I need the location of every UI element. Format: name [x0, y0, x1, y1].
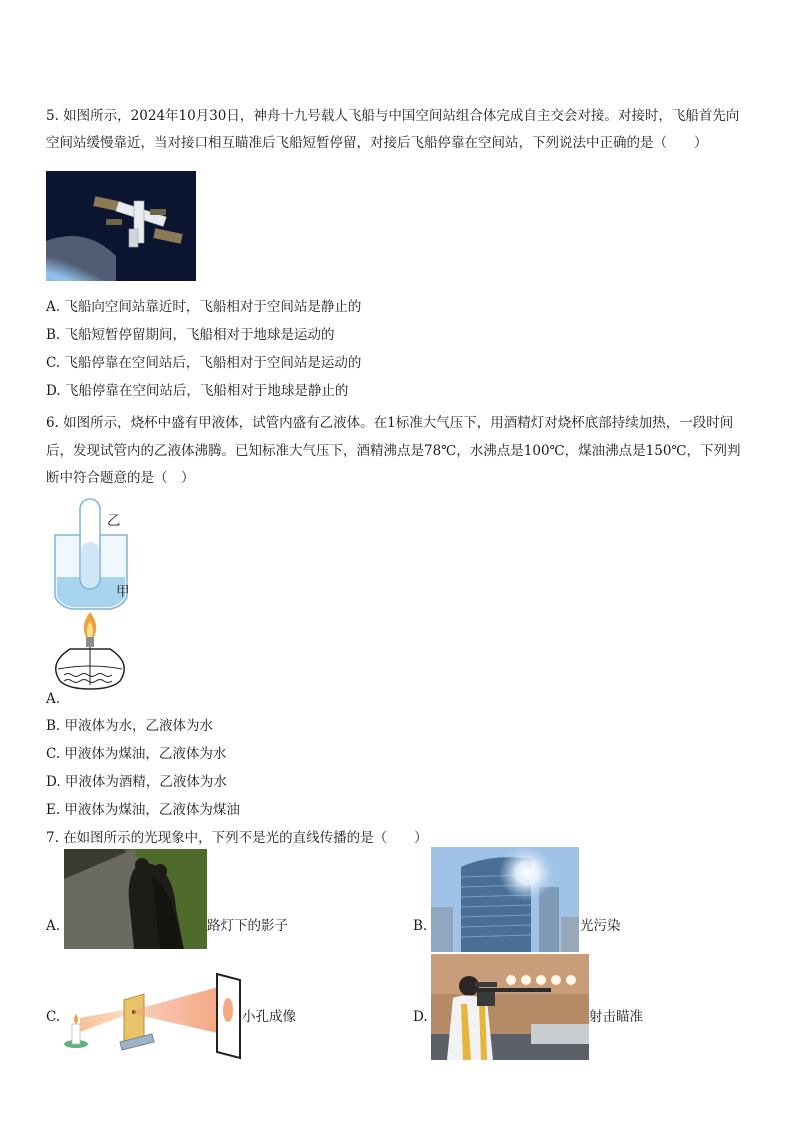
- q6-option-b: B. 甲液体为水，乙液体为水: [46, 718, 214, 734]
- q5-stem-line1: 5. 如图所示，2024年10月30日，神舟十九号载人飞船与中国空间站组合体完成自主交会对接。对接时，飞船首先向: [46, 108, 740, 124]
- q5-option-b: B. 飞船短暂停留期间，飞船相对于地球是运动的: [46, 327, 335, 343]
- space-station-photo: [46, 171, 196, 281]
- q6-option-e: E. 甲液体为煤油，乙液体为煤油: [46, 802, 240, 818]
- q6-stem-line1: 6. 如图所示，烧杯中盛有甲液体，试管内盛有乙液体。在1标准大气压下，用酒精灯对烧杯底部持续加热，一段时间: [46, 415, 734, 431]
- q7-option-c-caption: 小孔成像: [242, 1009, 296, 1025]
- pinhole-imaging-diagram: [62, 972, 244, 1060]
- light-pollution-building-photo: [431, 847, 579, 952]
- streetlight-shadow-photo: [64, 849, 207, 949]
- q6-stem-line2: 后，发现试管内的乙液体沸腾。已知标准大气压下，酒精沸点是78℃，水沸点是100℃，煤油沸点是150℃，下列判: [46, 443, 741, 459]
- q5-stem-line2: 空间站缓慢靠近，当对接口相互瞄准后飞船短暂停留，对接后飞船停靠在空间站，下列说法中正确的是（ ）: [46, 135, 708, 151]
- q6-option-c: C. 甲液体为煤油，乙液体为水: [46, 746, 227, 762]
- q7-option-c-letter: C.: [46, 1009, 61, 1025]
- q7-option-b-letter: B.: [413, 918, 428, 934]
- beaker-label: 甲: [116, 584, 130, 600]
- q6-option-d: D. 甲液体为酒精，乙液体为水: [46, 774, 227, 790]
- q5-option-c: C. 飞船停靠在空间站后，飞船相对于空间站是运动的: [46, 355, 362, 371]
- q7-option-a-letter: A.: [46, 918, 61, 934]
- q6-stem-line3: 断中符合题意的是（ ）: [46, 470, 195, 486]
- shooting-aim-photo: [431, 954, 589, 1060]
- q7-stem: 7. 在如图所示的光现象中，下列不是光的直线传播的是（ ）: [46, 830, 428, 846]
- q5-option-d: D. 飞船停靠在空间站后，飞船相对于地球是静止的: [46, 383, 349, 399]
- q7-option-b-caption: 光污染: [580, 918, 621, 934]
- q7-option-d-letter: D.: [413, 1009, 428, 1025]
- q6-option-a: A.: [46, 691, 61, 707]
- q7-option-d-caption: 射击瞄准: [589, 1009, 643, 1025]
- q5-option-a: A. 飞船向空间站靠近时，飞船相对于空间站是静止的: [46, 299, 362, 315]
- q7-option-a-caption: 路灯下的影子: [207, 918, 288, 934]
- test-tube-label: 乙: [107, 513, 121, 529]
